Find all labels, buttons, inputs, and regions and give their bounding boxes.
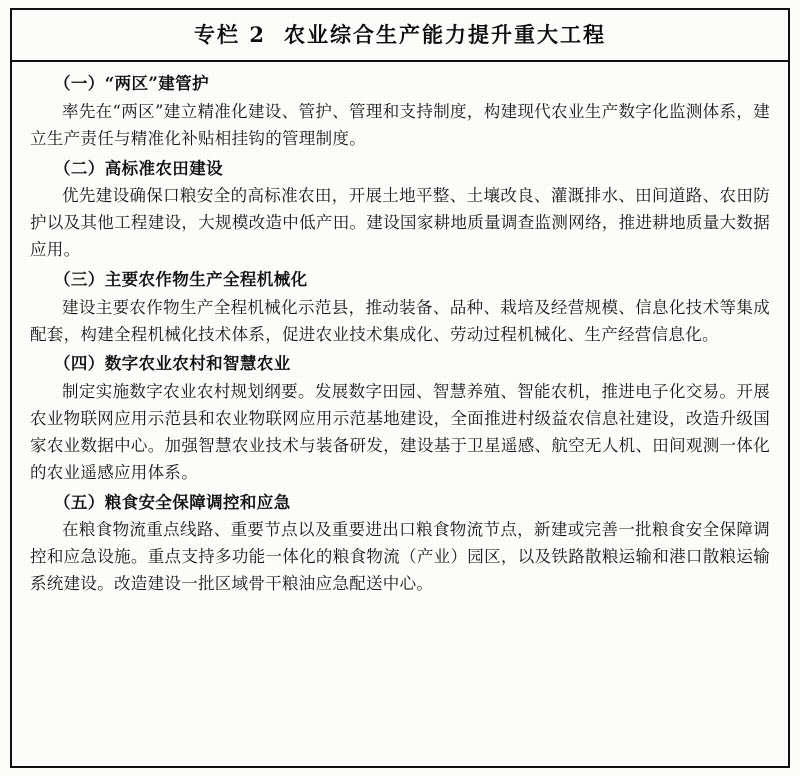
section-paragraph-5: 在粮食物流重点线路、重要节点以及重要进出口粮食物流节点，新建或完善一批粮食安全保障调控和应急设施。重点支持多功能一体化的粮食物流（产业）园区，以及铁路散粮运输和港口散粮运输系统建设。改造建设一批区域骨干粮油应急配送中心。	[30, 520, 770, 594]
box-title-band	[12, 10, 788, 62]
box-title-label: 专栏 2	[194, 22, 266, 47]
section-paragraph-1: 率先在“两区”建立精准化建设、管护、管理和支持制度，构建现代农业生产数字化监测体系，建立生产责任与精准化补贴相挂钩的管理制度。	[30, 101, 770, 148]
section-heading-5: （五）粮食安全保障调控和应急	[54, 492, 291, 512]
section-paragraph-2: 优先建设确保口粮安全的高标准农田，开展土地平整、土壤改良、灌溉排水、田间道路、农田防护以及其他工程建设，大规模改造中低产田。建设国家耕地质量调查监测网络，推进耕地质量大数据应用。	[30, 186, 770, 259]
section-heading-3: （三）主要农作物生产全程机械化	[54, 269, 308, 289]
section-paragraph-3: 建设主要农作物生产全程机械化示范县，推动装备、品种、栽培及经营规模、信息化技术等集成配套，构建全程机械化技术体系，促进农业技术集成化、劳动过程机械化、生产经营信息化。	[30, 297, 770, 344]
section-heading-2: （二）高标准农田建设	[54, 158, 223, 178]
framed-content-box	[10, 8, 790, 768]
section-heading-1: （一）“两区”建管护	[54, 74, 209, 93]
box-body	[12, 62, 788, 604]
box-title	[194, 22, 606, 47]
section-paragraph-4: 制定实施数字农业农村规划纲要。发展数字田园、智慧养殖、智能农机，推进电子化交易。开展农业物联网应用示范县和农业物联网应用示范基地建设，全面推进村级益农信息社建设，改造升级国家农业数据中心。加强智慧农业技术与装备研发，建设基于卫星遥感、航空无人机、田间观测一体化的农业遥感应用体系。	[30, 382, 770, 482]
box-title-main: 农业综合生产能力提升重大工程	[283, 22, 606, 47]
section-heading-4: （四）数字农业农村和智慧农业	[54, 354, 291, 374]
